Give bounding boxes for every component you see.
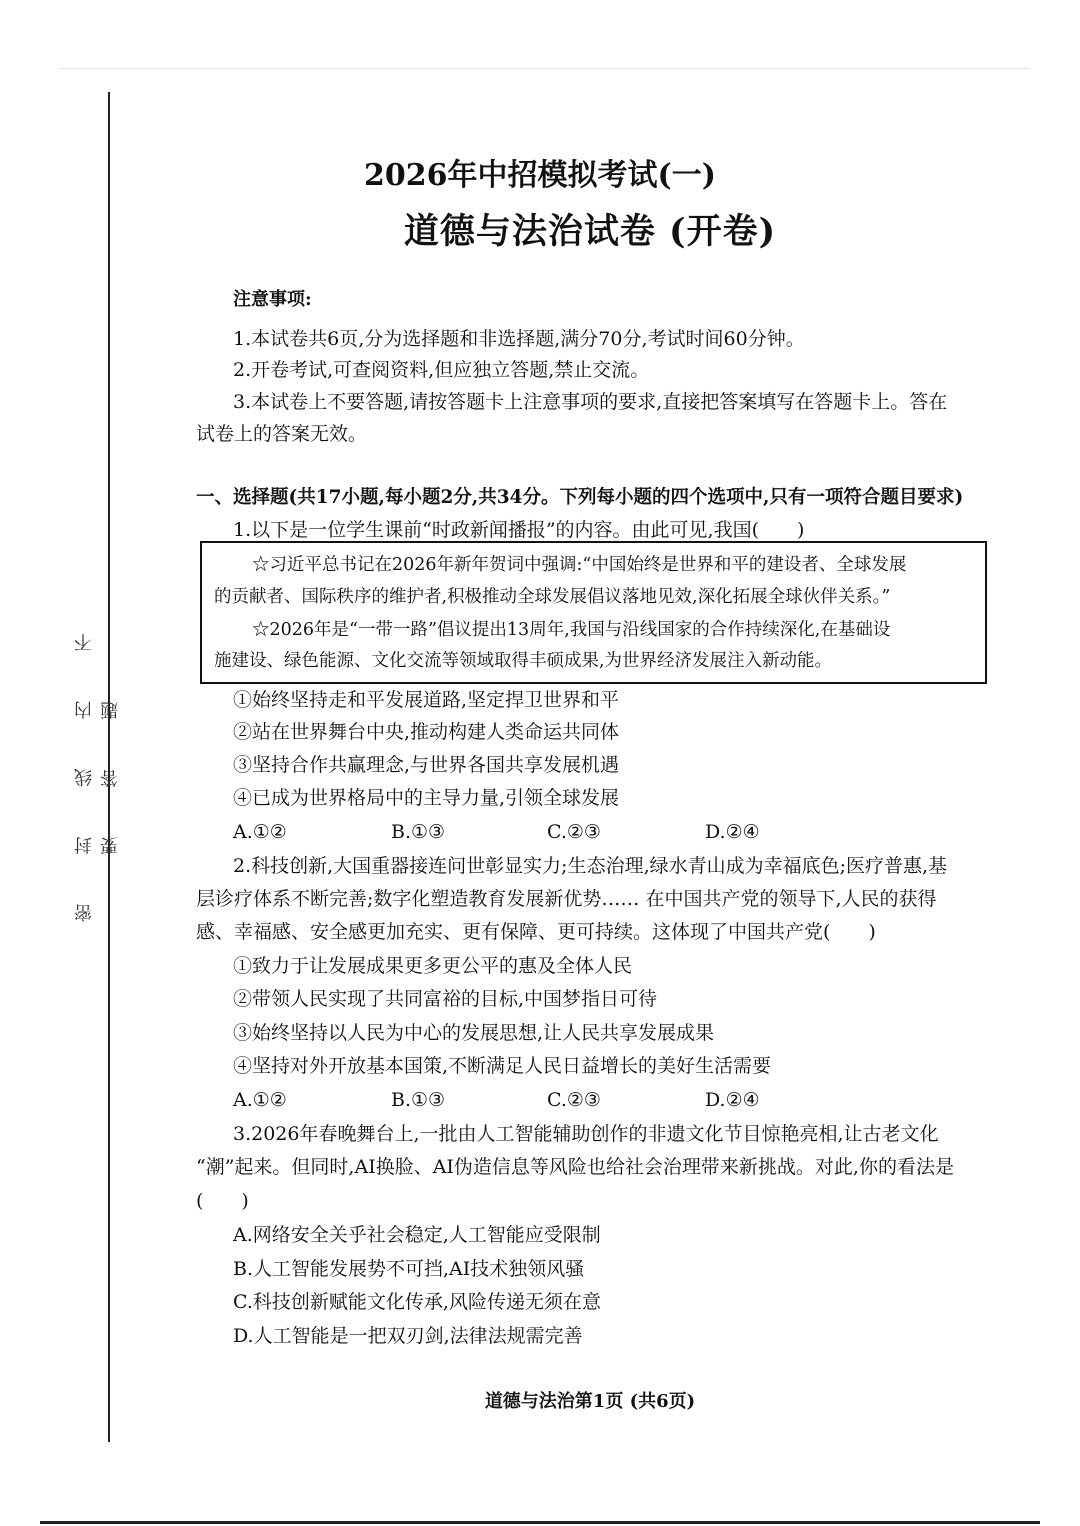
q3-stem: 3.2026年春晚舞台上,一批由人工智能辅助创作的非遗文化节目惊艳亮相,让古老文化 [233,1123,939,1145]
q3-option-b: B.人工智能发展势不可挡,AI技术独领风骚 [233,1258,585,1280]
exam-title: 2026年中招模拟考试(一) [364,158,716,193]
notice-item: 2.开卷考试,可查阅资料,但应独立答题,禁止交流。 [233,359,650,381]
section-heading: 一、选择题(共17小题,每小题2分,共34分。下列每小题的四个选项中,只有一项符合题目要求) [196,487,964,508]
q2-statement: ①致力于让发展成果更多更公平的惠及全体人民 [233,955,633,977]
q1-statement: ①始终坚持走和平发展道路,坚定捍卫世界和平 [233,689,620,711]
notice-item: 3.本试卷上不要答题,请按答题卡上注意事项的要求,直接把答案填写在答题卡上。答在 [233,391,948,413]
q3-stem: ( ) [196,1190,249,1212]
q1-statement: ②站在世界舞台中央,推动构建人类命运共同体 [233,721,620,743]
news-line: ☆2026年是“一带一路”倡议提出13周年,我国与沿线国家的合作持续深化,在基础设 [252,620,891,640]
news-line: 施建设、绿色能源、文化交流等领域取得丰硕成果,为世界经济发展注入新动能。 [214,651,833,671]
q1-option-d: D.②④ [705,821,760,843]
q3-stem: “潮”起来。但同时,AI换脸、AI伪造信息等风险也给社会治理带来新挑战。对此,你的看法是 [196,1156,954,1178]
q1-option-b: B.①③ [391,821,446,843]
bottom-rule [40,1521,1040,1524]
q1-option-a: A.①② [233,821,287,843]
news-box [200,541,987,684]
notice-item: 试卷上的答案无效。 [196,423,368,445]
q2-option-d: D.②④ [705,1089,760,1111]
q2-statement: ②带领人民实现了共同富裕的目标,中国梦指日可待 [233,988,658,1010]
q3-option-d: D.人工智能是一把双刃剑,法律法规需完善 [233,1325,583,1347]
q2-option-c: C.②③ [547,1089,601,1111]
notice-item: 1.本试卷共6页,分为选择题和非选择题,满分70分,考试时间60分钟。 [233,328,805,350]
exam-subtitle: 道德与法治试卷 (开卷) [403,211,777,252]
q3-option-c: C.科技创新赋能文化传承,风险传递无须在意 [233,1291,601,1313]
binding-margin-text: 密 封 线 内 不 要 答 题 [74,611,121,923]
q1-option-c: C.②③ [547,821,601,843]
q2-statement: ④坚持对外开放基本国策,不断满足人民日益增长的美好生活需要 [233,1055,772,1077]
q2-stem: 感、幸福感、安全感更加充实、更有保障、更可持续。这体现了中国共产党( ) [196,921,876,943]
notice-heading: 注意事项: [233,289,312,310]
q3-option-a: A.网络安全关乎社会稳定,人工智能应受限制 [233,1224,601,1246]
q2-stem: 层诊疗体系不断完善;数字化塑造教育发展新优势…… 在中国共产党的领导下,人民的获得 [196,888,937,910]
news-line: 的贡献者、国际秩序的维护者,积极推动全球发展倡议落地见效,深化拓展全球伙伴关系。” [214,587,891,607]
q2-option-b: B.①③ [391,1089,446,1111]
q1-statement: ④已成为世界格局中的主导力量,引领全球发展 [233,787,620,809]
q1-statement: ③坚持合作共赢理念,与世界各国共享发展机遇 [233,754,620,776]
q1-stem: 1.以下是一位学生课前“时政新闻播报”的内容。由此可见,我国( ) [233,519,805,541]
q2-stem: 2.科技创新,大国重器接连问世彰显实力;生态治理,绿水青山成为幸福底色;医疗普惠,基 [233,855,948,877]
q2-option-a: A.①② [233,1089,287,1111]
page-footer: 道德与法治第1页 (共6页) [484,1391,696,1412]
top-rule [60,68,1030,69]
news-line: ☆习近平总书记在2026年新年贺词中强调:“中国始终是世界和平的建设者、全球发展 [252,555,907,575]
q2-statement: ③始终坚持以人民为中心的发展思想,让人民共享发展成果 [233,1022,715,1044]
